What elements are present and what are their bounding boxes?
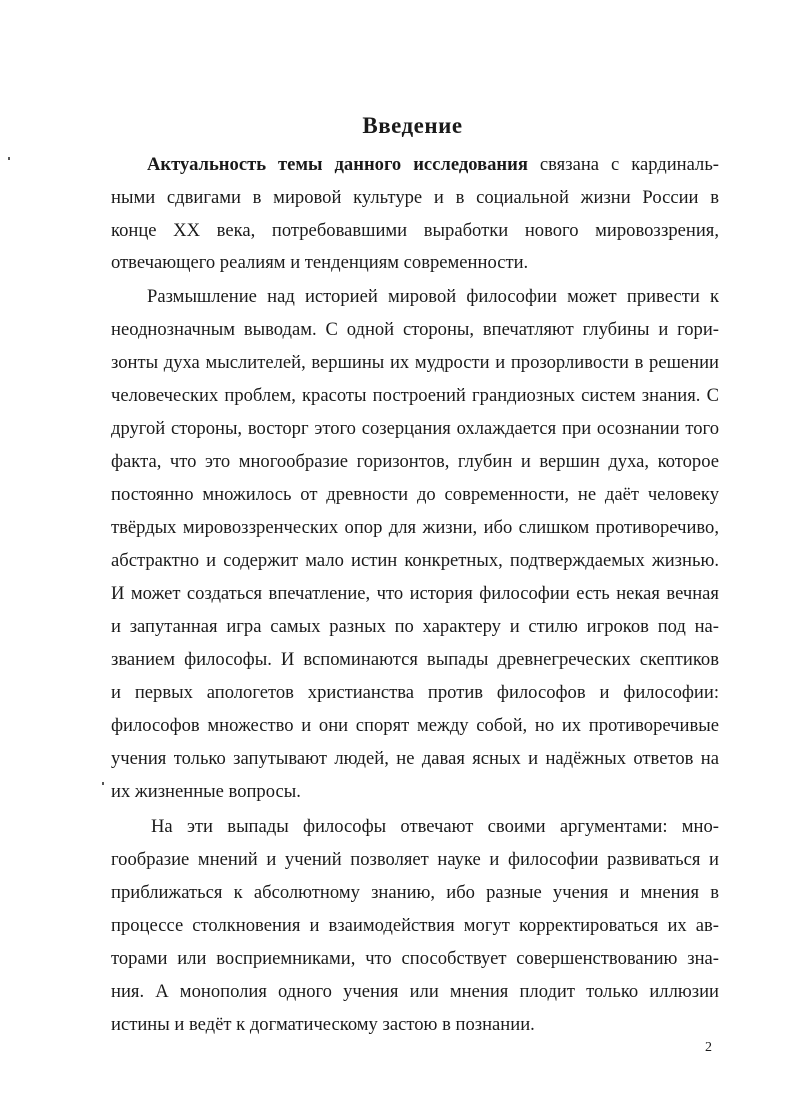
paragraph-2-line: Размышление над историей мировой философии может привести к bbox=[147, 286, 719, 307]
paragraph-3-line: ния. А монополия одного учения или мнения плодит только иллюзии bbox=[111, 981, 719, 1002]
paragraph-3-line: приближаться к абсолютному знанию, ибо разные учения и мнения в bbox=[111, 882, 719, 903]
paragraph-3-line: гообразие мнений и учений позволяет науке и философии развиваться и bbox=[111, 849, 719, 870]
paragraph-2-line: их жизненные вопросы. bbox=[111, 781, 301, 802]
paragraph-2-line: абстрактно и содержит мало истин конкретных, подтверждаемых жизнью. bbox=[111, 550, 719, 571]
paragraph-3-line: истины и ведёт к догматическому застою в познании. bbox=[111, 1014, 535, 1035]
paragraph-2-line: и первых апологетов христианства против философов и философии: bbox=[111, 682, 719, 703]
paragraph-3-line: процессе столкновения и взаимодействия могут корректироваться их ав- bbox=[111, 915, 719, 936]
paragraph-2-line: твёрдых мировоззренческих опор для жизни, ибо слишком противоречиво, bbox=[111, 517, 719, 538]
paragraph-3-line: На эти выпады философы отвечают своими аргументами: мно- bbox=[151, 816, 719, 837]
paragraph-2-line: зонты духа мыслителей, вершины их мудрости и прозорливости в решении bbox=[111, 352, 719, 373]
paragraph-1-line bbox=[147, 153, 719, 177]
paragraph-2-line: философов множество и они спорят между собой, но их противоречивые bbox=[111, 715, 719, 736]
paragraph-1-line: конце XX века, потребовавшими выработки нового мировоззрения, bbox=[111, 220, 719, 241]
page-title: Введение bbox=[362, 113, 463, 138]
paragraph-2-line: неоднозначным выводам. С одной стороны, впечатляют глубины и гори- bbox=[111, 319, 719, 340]
page-number: 2 bbox=[705, 1040, 712, 1055]
paragraph-2-line: и запутанная игра самых разных по характеру и стилю игроков под на- bbox=[111, 616, 719, 637]
scan-speck bbox=[8, 157, 10, 160]
paragraph-3-line: торами или восприемниками, что способствует совершенствованию зна- bbox=[111, 948, 719, 969]
paragraph-2-line: другой стороны, восторг этого созерцания охлаждается при осознании того bbox=[111, 418, 719, 439]
paragraph-1-line: отвечающего реалиям и тенденциям современности. bbox=[111, 252, 529, 273]
paragraph-1-line: ными сдвигами в мировой культуре и в социальной жизни России в bbox=[111, 187, 719, 208]
paragraph-1-lead: Актуальность темы данного исследования bbox=[147, 154, 528, 175]
scan-speck bbox=[102, 782, 104, 785]
paragraph-2-line: человеческих проблем, красоты построений грандиозных систем знания. С bbox=[111, 385, 719, 406]
paragraph-2-line: постоянно множилось от древности до современности, не даёт человеку bbox=[111, 484, 719, 505]
paragraph-1-line-rest: связана с кардиналь- bbox=[527, 154, 719, 175]
paragraph-2-line: И может создаться впечатление, что история философии есть некая вечная bbox=[111, 583, 719, 604]
paragraph-2-line: факта, что это многообразие горизонтов, глубин и вершин духа, которое bbox=[111, 451, 719, 472]
paragraph-2-line: учения только запутывают людей, не давая ясных и надёжных ответов на bbox=[111, 748, 719, 769]
paragraph-2-line: званием философы. И вспоминаются выпады древнегреческих скептиков bbox=[111, 649, 719, 670]
